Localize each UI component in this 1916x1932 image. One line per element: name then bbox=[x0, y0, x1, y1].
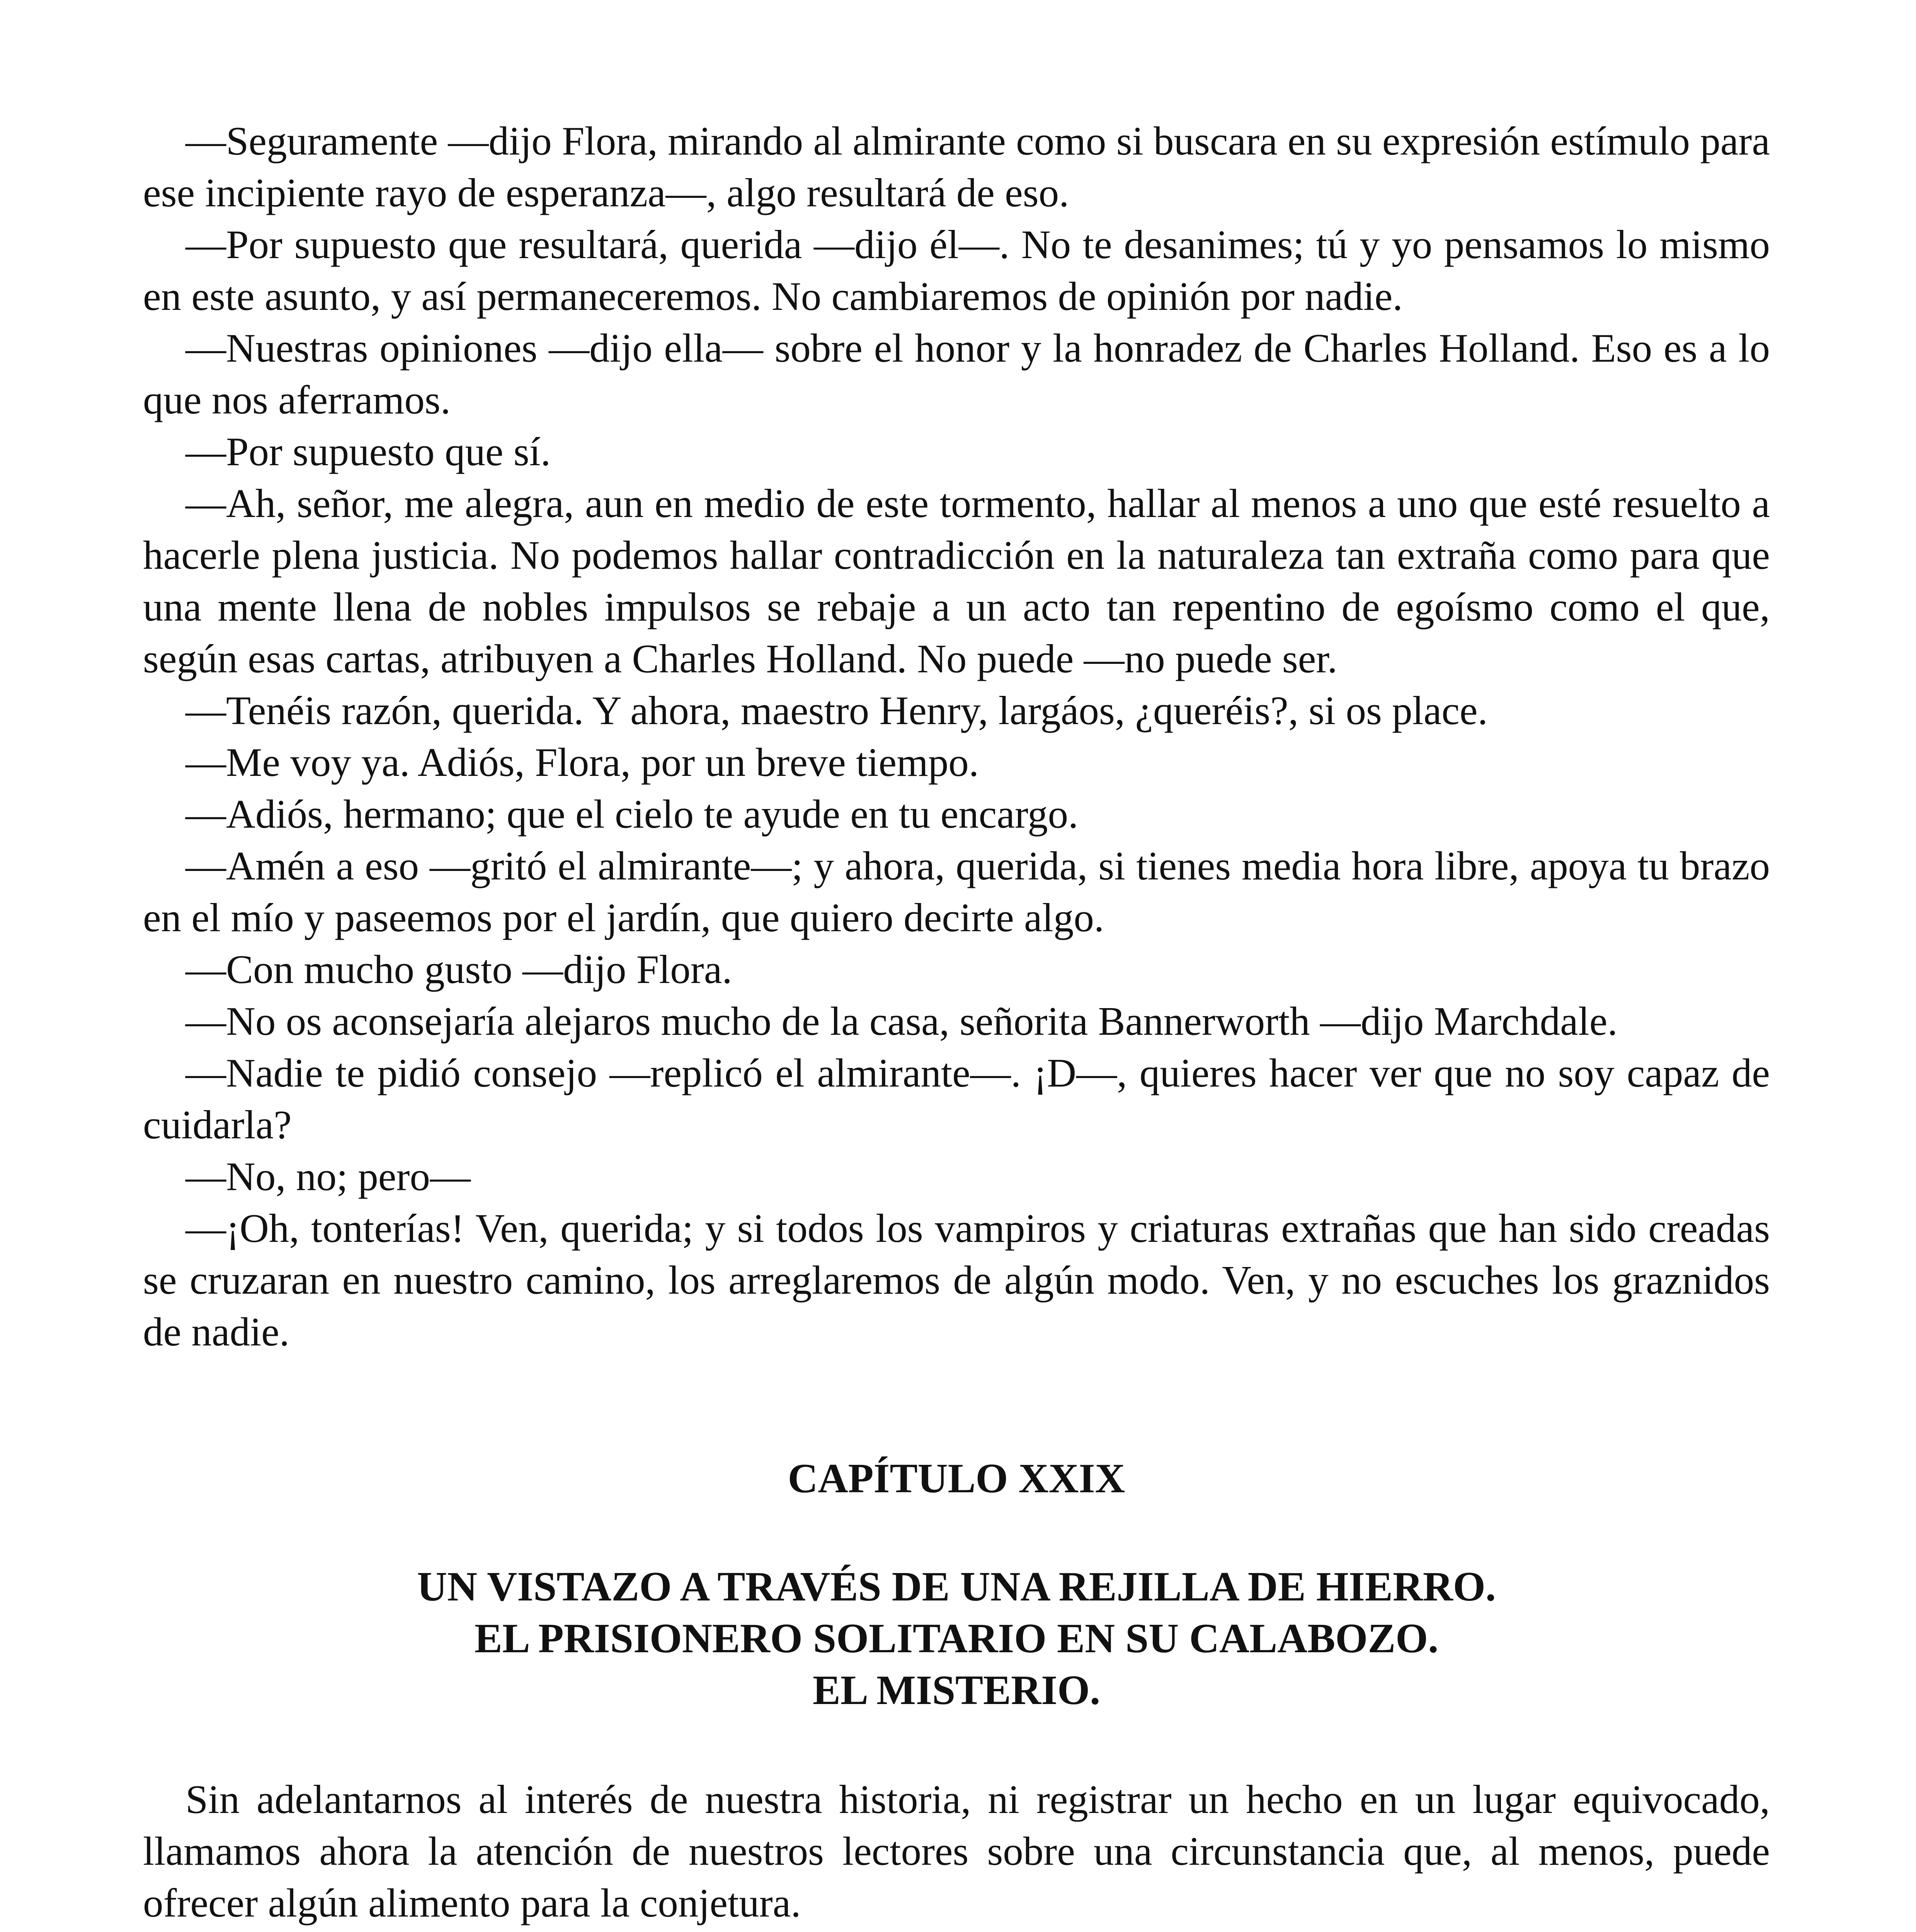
paragraph: —Por supuesto que resultará, querida —dijo él—. No te desanimes; tú y yo pensamos lo mismo en este asunto, y así permaneceremos. No cambiaremos de opinión por nadie. bbox=[143, 222, 1770, 319]
paragraph: —Amén a eso —gritó el almirante—; y ahora, querida, si tienes media hora libre, apoya tu brazo en el mío y paseemos por el jardín, que quiero decirte algo. bbox=[143, 843, 1770, 940]
paragraph bbox=[143, 1929, 1770, 1932]
chapter-title-line: EL MISTERIO. bbox=[812, 1667, 1101, 1713]
paragraph: —Nadie te pidió consejo —replicó el almirante—. ¡D—, quieres hacer ver que no soy capaz de cuidarla? bbox=[143, 1050, 1770, 1147]
paragraph: —¡Oh, tonterías! Ven, querida; y si todos los vampiros y criaturas extrañas que han sido creadas se cruzaran en nuestro camino, los arreglaremos de algún modo. Ven, y no escuches los graznidos de nadie. bbox=[143, 1206, 1770, 1354]
chapter-number: CAPÍTULO XXIX bbox=[788, 1456, 1125, 1502]
paragraph: —Por supuesto que sí. bbox=[185, 429, 551, 474]
paragraph: —Nuestras opiniones —dijo ella— sobre el honor y la honradez de Charles Holland. Eso es a lo que nos aferramos. bbox=[143, 325, 1770, 422]
chapter-title bbox=[143, 1561, 1770, 1716]
paragraph: —No os aconsejaría alejaros mucho de la casa, señorita Bannerworth —dijo Marchdale. bbox=[185, 998, 1618, 1044]
paragraph: Sin adelantarnos al interés de nuestra historia, ni registrar un hecho en un lugar equivocado, llamamos ahora la atención de nuestros lectores sobre una circunstancia que, al menos, puede ofrecer algún alimento para la conjetura. bbox=[143, 1777, 1770, 1925]
paragraph: —Ah, señor, me alegra, aun en medio de este tormento, hallar al menos a uno que esté resuelto a hacerle plena justicia. No podemos hallar contradicción en la naturaleza tan extraña como para que una mente llena de nobles impulsos se rebaje a un acto tan repentino de egoísmo como el que, según esas cartas, atribuyen a Charles Holland. No puede —no puede ser. bbox=[143, 481, 1770, 681]
narrative-section bbox=[143, 1774, 1770, 1932]
paragraph: —Seguramente —dijo Flora, mirando al almirante como si buscara en su expresión estímulo para ese incipiente rayo de esperanza—, algo resultará de eso. bbox=[143, 118, 1770, 215]
paragraph: —Adiós, hermano; que el cielo te ayude en tu encargo. bbox=[185, 791, 1079, 837]
paragraph: —No, no; pero— bbox=[185, 1154, 471, 1199]
dialogue-section bbox=[143, 115, 1770, 1358]
chapter-title-line: EL PRISIONERO SOLITARIO EN SU CALABOZO. bbox=[474, 1616, 1439, 1662]
paragraph: —Con mucho gusto —dijo Flora. bbox=[185, 947, 732, 992]
chapter-title-line: UN VISTAZO A TRAVÉS DE UNA REJILLA DE HIERRO. bbox=[417, 1564, 1496, 1610]
paragraph: —Tenéis razón, querida. Y ahora, maestro Henry, largáos, ¿queréis?, si os place. bbox=[185, 688, 1488, 733]
paragraph: —Me voy ya. Adiós, Flora, por un breve tiempo. bbox=[185, 740, 979, 785]
